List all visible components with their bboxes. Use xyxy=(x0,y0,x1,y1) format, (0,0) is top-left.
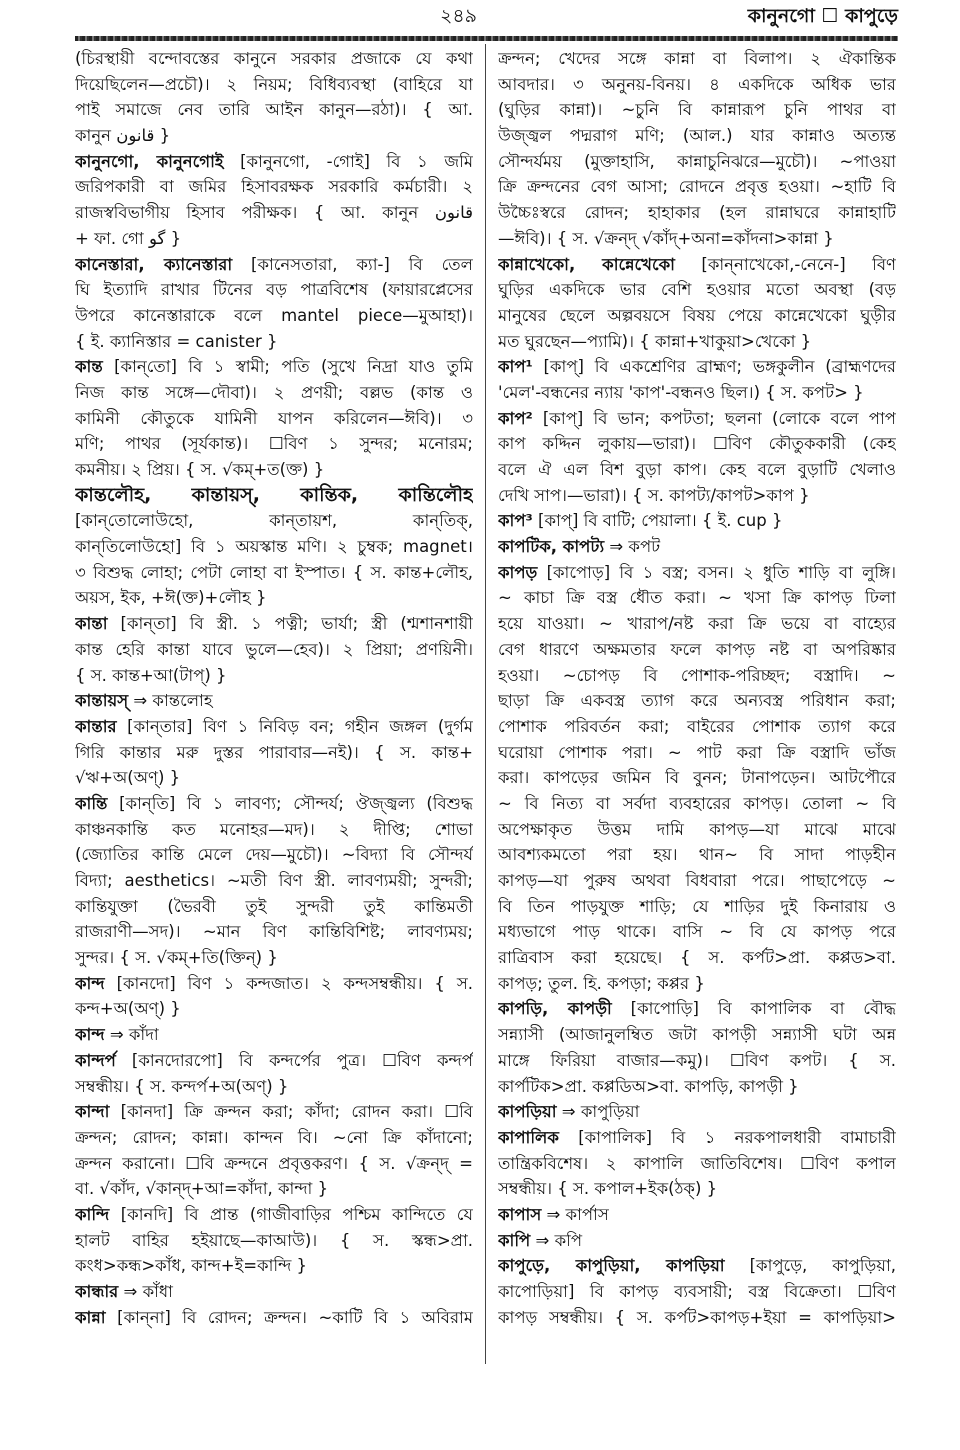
text-line xyxy=(498,1151,896,1177)
text-line xyxy=(498,380,896,406)
text-line xyxy=(75,1253,473,1279)
text-line xyxy=(498,842,896,868)
headword: কান্ত xyxy=(75,357,103,377)
headword: কান্তায়স্‌ xyxy=(75,691,129,711)
definition-text: ⇒ কপট xyxy=(604,537,661,557)
definition-text: সম্বন্ধীয়। { স. কন্দর্প+অ(অণ্‌) } xyxy=(75,1076,289,1096)
text-line xyxy=(75,637,473,663)
definition-text: [কানদো] বিণ ১ কন্দজাত। ২ কন্দসম্বন্ধীয়। { স. xyxy=(104,973,473,993)
definition-text: [কান্‌তো] বি ১ স্বামী; পতি (সুখে নিদ্রা যাও তুমি xyxy=(102,357,473,377)
text-line xyxy=(498,277,896,303)
definition-text: হওয়া। ~চোপড় বি পোশাক-পরিচ্ছদ; বস্ত্রাদি। ~ xyxy=(498,665,896,685)
definition-text: পাই সমাজে নেব তারি আইন কানুন—রঠা)। { আ. xyxy=(75,100,473,120)
text-line xyxy=(75,1022,473,1048)
definition-text: ঘি ইত্যাদি রাখার টিনের বড় পাত্রবিশেষ (ফায়ারপ্লেসের xyxy=(75,280,473,300)
text-line xyxy=(75,996,473,1022)
definition-text: ⇒ কান্তলোহ xyxy=(128,691,213,711)
headword: কান্দ xyxy=(75,973,105,993)
definition-text: ঘুড়ির একদিকে ভার বেশি হওয়ার মতো অবস্থা (বড় xyxy=(498,280,896,300)
text-line xyxy=(498,585,896,611)
text-line xyxy=(75,611,473,637)
text-line xyxy=(75,457,473,483)
headword: কান্তার xyxy=(75,716,117,736)
definition-text: গিরি কান্তার মরু দুস্তর পারাবার—নই)। { স. কান্ত+ xyxy=(75,742,473,762)
headword: কান্দর্প xyxy=(75,1050,116,1070)
text-line xyxy=(498,971,896,997)
definition-text: ছাড়া ক্রি একবস্ত্র ত্যাগ করে অন্যবস্ত্র পরিধান করা; xyxy=(498,691,896,711)
text-line xyxy=(498,868,896,894)
text-line xyxy=(75,534,473,560)
text-line xyxy=(498,1074,896,1100)
definition-text: রাজস্ববিভাগীয় হিসাব পরীক্ষক। { আ. কানুন قانون xyxy=(75,203,473,223)
definition-text: ঘরোয়া পোশাক পরা। ~ পাট করা ক্রি বস্ত্রাদি ভাঁজ xyxy=(498,742,896,762)
text-line xyxy=(75,688,473,714)
guide-words: কানুনগো ☐ কাপুড়ে xyxy=(747,5,898,27)
definition-text: ⇒ কাপুড়িয়া xyxy=(556,1102,640,1122)
headword: কান্তলৌহ, কান্তায়স্‌, কান্তিক, কান্তিলৌহ xyxy=(75,483,473,506)
definition-text: ৩ বিশুদ্ধ লোহা; পেটা লোহা বা ইস্পাত। { স. কান্ত+লৌহ, xyxy=(75,562,473,582)
definition-text: দেখি সাপ।—ভারা)। { স. কাপট্য/কাপট>কাপ } xyxy=(498,485,810,505)
definition-text: মানুষের ছেলে অল্পবয়সে বিষয় পেয়ে কান্নেখেকো ঘুড়ীর xyxy=(498,305,896,325)
header-rule xyxy=(75,36,898,41)
definition-text: কান্তিযুক্তা (ভৈরবী তুই সুন্দরী তুই কান্তিমতী xyxy=(75,896,473,916)
definition-text: করা। কাপড়ের জমিন বি বুনন; টানাপড়েন। আটপৌরে xyxy=(498,768,896,788)
text-line xyxy=(75,585,473,611)
text-line xyxy=(75,406,473,432)
text-line xyxy=(498,123,896,149)
definition-text: কানুন قانون } xyxy=(75,126,171,146)
headword: কান্ধার xyxy=(75,1282,119,1301)
text-line xyxy=(498,945,896,971)
text-line xyxy=(75,714,473,740)
definition-text: [কানেসতারা, ক্যা-] বি তেল xyxy=(232,254,473,274)
text-line xyxy=(75,1099,473,1125)
definition-text: [কাপ্‌] বি একশ্রেণির ব্রাহ্মণ; ভঙ্গকুলীন (ব্রাহ্মণদের xyxy=(532,357,896,377)
headword: কান্দি xyxy=(75,1204,110,1224)
headword: কান্তি xyxy=(75,793,108,813)
definition-text: (জ্যোতির কান্তি মেলে দেয়—মুচৌ)। ~বিদ্যা বি সৌন্দর্য xyxy=(75,845,473,865)
text-line xyxy=(75,46,473,72)
definition-text: 'মেল'-বন্ধনের ন্যায় 'কাপ'-বন্ধনও ছিল।) { স. কপট> } xyxy=(498,382,864,402)
text-line xyxy=(498,765,896,791)
text-line xyxy=(498,46,896,72)
definition-text: মণি; পাথর (সূর্যকান্ত)। ☐বিণ ১ সুন্দর; মনোরম; xyxy=(75,434,473,454)
text-line xyxy=(75,226,473,252)
text-line xyxy=(75,123,473,149)
definition-text: [কান্‌নাখেকো,-নেনে-] বিণ xyxy=(674,254,896,274)
definition-text: [কাপ্‌] বি বাটি; পেয়ালা। { ই. cup } xyxy=(532,511,783,531)
definition-text: কান্‌তিলোউহো] বি ১ অয়স্কান্ত মণি। ২ চুম্বক; magnet। xyxy=(75,537,473,557)
definition-text: [কান্‌তি] বি ১ লাবণ্য; সৌন্দর্য; ঔজ্জ্বল্য (বিশুদ্ধ xyxy=(107,793,473,813)
text-line xyxy=(75,97,473,123)
headword: কাপ² xyxy=(498,408,533,428)
text-line xyxy=(498,431,896,457)
text-line xyxy=(498,1279,896,1305)
definition-text: [কানুনগো, -গোই] বি ১ জমি xyxy=(223,151,473,171)
headword: কাপি xyxy=(498,1230,531,1250)
definition-text: কংধ>কন্ধ>কাঁধ, কান্দ+ই=কান্দি } xyxy=(75,1256,308,1276)
definition-text: আবদার। ৩ অনুনয়-বিনয়। ৪ একদিকে অধিক ভার xyxy=(498,74,896,94)
text-line xyxy=(498,354,896,380)
text-line xyxy=(75,508,473,534)
definition-text: সন্ন্যাসী (আজানুলম্বিত জটা কাপড়ী সন্ন্যাসী ঘটা অন্ন xyxy=(498,1025,896,1045)
headword: কাপুড়ে, কাপুড়িয়া, কাপড়িয়া xyxy=(498,1256,725,1276)
definition-text: দিয়েছিলেন—প্রচৌ)। ২ নিয়ম; বিধিব্যবস্থা (বাহিরে যা xyxy=(75,74,473,94)
definition-text: তান্ত্রিকবিশেষ। ২ কাপালি জাতিবিশেষ। ☐বিণ কপাল xyxy=(498,1153,896,1173)
definition-text: ⇒ কাঁদা xyxy=(104,1025,159,1045)
definition-text: ক্রি ক্রন্দনের বেগ আসা; রোদনে প্রবৃত্ত হওয়া। ~হাটি বি xyxy=(498,177,896,197)
definition-text: ⇒ কপি xyxy=(530,1230,583,1250)
text-line xyxy=(75,791,473,817)
text-line xyxy=(498,226,896,252)
definition-text: মত ঘুরছেন—প্যামি)। { কান্না+খাকুয়া>খেকো } xyxy=(498,331,812,351)
definition-text: জরিপকারী বা জমির হিসাবরক্ষক সরকারি কর্মচারী। ২ xyxy=(75,177,473,197)
text-line xyxy=(75,894,473,920)
headword: কাপালিক xyxy=(498,1127,559,1147)
text-line xyxy=(498,791,896,817)
definition-text: [কানদি] বি প্রান্ত (গাজীবাড়ির পশ্চিম কান্দিতে যে xyxy=(109,1204,473,1224)
text-line xyxy=(75,1048,473,1074)
definition-text: কাপোড়িয়া] বি কাপড় ব্যবসায়ী; বস্ত্র বিক্রেতা। ☐বিণ xyxy=(498,1282,896,1301)
text-line xyxy=(75,842,473,868)
headword: কাপড়িয়া xyxy=(498,1102,557,1122)
text-line xyxy=(75,1305,473,1331)
definition-text: [কান্‌তার] বিণ ১ নিবিড় বন; গহীন জঙ্গল (দুর্গম xyxy=(116,716,473,736)
text-line xyxy=(498,72,896,98)
text-line xyxy=(498,996,896,1022)
headword: কান্দ xyxy=(75,1025,105,1045)
definition-text: √ঋ+অ(অণ্‌) } xyxy=(75,768,181,788)
text-line xyxy=(75,1151,473,1177)
text-line xyxy=(498,149,896,175)
text-line xyxy=(75,560,473,586)
text-line xyxy=(498,611,896,637)
definition-text: পোশাক পরিবর্তন করা; বাইরের পোশাক ত্যাগ করে xyxy=(498,716,896,736)
text-line xyxy=(498,1202,896,1228)
definition-text: [কান্‌তা] বি স্ত্রী. ১ পত্নী; ভার্যা; স্ত্রী (শ্মশানশায়ী xyxy=(107,614,473,634)
text-line xyxy=(498,97,896,123)
definition-text: [কান্‌না] বি রোদন; ক্রন্দন। ~কাটি বি ১ অবিরাম xyxy=(105,1307,473,1327)
text-line xyxy=(75,149,473,175)
text-line xyxy=(498,174,896,200)
definition-text: সৌন্দর্যময় (মুক্তাহাসি, কান্নাচুনিঝরে—মুচৌ)। ~পাওয়া xyxy=(498,151,896,171)
text-line xyxy=(75,252,473,278)
text-line xyxy=(75,945,473,971)
text-line xyxy=(498,200,896,226)
text-line xyxy=(498,919,896,945)
definition-text: (ঘুড়ির কান্না)। ~চুনি বি কান্নারূপ চুনি পাথর বা xyxy=(498,100,896,120)
headword: কান্নাখেকো, কান্নেখেকো xyxy=(498,254,675,274)
definition-text: আবশ্যকমতো পরা হয়। থান~ বি সাদা পাড়হীন xyxy=(498,845,896,865)
text-line xyxy=(498,329,896,355)
definition-text: [কাপুড়ে, কাপুড়িয়া, xyxy=(724,1256,896,1276)
definition-text: [কাপোড়] বি ১ বস্ত্র; বসন। ২ ধুতি শাড়ি বা লুঙ্গি। xyxy=(537,562,896,582)
text-line xyxy=(75,1074,473,1100)
text-line xyxy=(75,919,473,945)
text-line xyxy=(75,354,473,380)
page-number: ২৪৯ xyxy=(440,5,478,27)
text-line xyxy=(75,174,473,200)
text-line xyxy=(498,1048,896,1074)
text-line xyxy=(75,663,473,689)
text-line xyxy=(75,1125,473,1151)
text-line xyxy=(498,1099,896,1125)
text-line xyxy=(75,1279,473,1305)
definition-text: বি তিন পাড়যুক্ত শাড়ি; যে শাড়ির দুই কিনারায় ও xyxy=(498,896,896,916)
definition-text: [কাপ্‌] বি ভান; কপটতা; ছলনা (লোকে বলে পাপ xyxy=(532,408,896,428)
text-line xyxy=(75,431,473,457)
definition-text: কাপ কদ্দিন লুকায়—ভারা)। ☐বিণ কৌতুককারী (কেহ xyxy=(498,434,896,454)
definition-text: মধ্যভাগে পাড় থাকে। বাসি ~ বি যে কাপড় পরে xyxy=(498,922,896,942)
text-line xyxy=(498,508,896,534)
definition-text: অয়স, ইক, +ঈ(ক্ত)+লৌহ } xyxy=(75,588,267,608)
headword: কাপ³ xyxy=(498,511,533,531)
text-line xyxy=(498,714,896,740)
definition-text: কামিনী কৌতুকে যামিনী যাপন করিলেন—ঈবি)। ৩ xyxy=(75,408,473,428)
definition-text: কার্পটিক>প্রা. কপ্পডিঅ>বা. কাপড়ি, কাপড়ী } xyxy=(498,1076,799,1096)
text-line xyxy=(75,1228,473,1254)
text-line xyxy=(498,817,896,843)
text-line xyxy=(498,1125,896,1151)
text-line xyxy=(75,765,473,791)
definition-text: ⇒ কাঁধা xyxy=(118,1282,173,1301)
left-column xyxy=(75,46,473,1330)
definition-text: উপরে কানেস্তারাকে বলে mantel piece—মুআহা)। xyxy=(75,305,473,325)
definition-text: কমনীয়। ২ প্রিয়। { স. √কম্‌+ত(ক্ত) } xyxy=(75,460,325,479)
definition-text: কান্ত হেরি কান্তা যাবে ভুলে—হেব)। ২ প্রিয়া; প্রণয়িনী। xyxy=(75,639,473,659)
column-divider xyxy=(485,44,486,1364)
text-line xyxy=(75,380,473,406)
definition-text: [কান্‌তোলোউহো, কান্‌তায়শ, কান্‌তিক্‌, xyxy=(75,511,473,531)
headword: কাপাস xyxy=(498,1204,542,1224)
definition-text: [কানদোরপো] বি কন্দর্পের পুত্র। ☐বিণ কন্দর্প xyxy=(115,1050,473,1070)
headword: কান্তা xyxy=(75,614,108,634)
text-line xyxy=(75,329,473,355)
definition-text: [কাপোড়ি] বি কাপালিক বা বৌদ্ধ xyxy=(611,999,896,1019)
definition-text: অপেক্ষাকৃত উত্তম দামি কাপড়—যা মাঝে মাঝে xyxy=(498,819,896,839)
text-line xyxy=(498,483,896,509)
definition-text: হয়ে যাওয়া। ~ খারাপ/নষ্ট করা ক্রি ভয়ে বা বাহ্যের xyxy=(498,614,896,634)
headword: কান্না xyxy=(75,1307,106,1327)
definition-text: ক্রন্দন; খেদের সঙ্গে কান্না বা বিলাপ। ২ ঐকান্তিক xyxy=(498,49,896,68)
definition-text: উজ্জ্বল পদ্মরাগ মণি; (আল.) যার কান্নাও অত্যন্ত xyxy=(498,126,896,146)
text-line xyxy=(75,971,473,997)
definition-text: বিদ্যা; aesthetics। ~মতী বিণ স্ত্রী. লাবণ্যময়ী; সুন্দরী; xyxy=(75,871,473,890)
text-line xyxy=(498,663,896,689)
definition-text: ক্রন্দন; রোদন; কান্না। কান্দন বি। ~নো ক্রি কাঁদানো; xyxy=(75,1127,473,1147)
text-line xyxy=(75,303,473,329)
headword: কাপড়ি, কাপড়ী xyxy=(498,999,612,1019)
headword: কানুনগো, কানুনগোই xyxy=(75,151,224,171)
definition-text: বলে ঐ এল বিশ বুড়া কাপ। কেহ বলে বুড়াটি খেলাও xyxy=(498,460,896,479)
text-line xyxy=(498,303,896,329)
definition-text: বা. √কাঁদ, √কান্দ্‌+আ=কাঁদা, কান্দা } xyxy=(75,1179,329,1199)
definition-text: হালট বাহির হইয়াছে—কাআউ)। { স. স্কন্ধ>প্রা. xyxy=(75,1230,473,1250)
text-line xyxy=(498,406,896,432)
text-line xyxy=(75,72,473,98)
headword: কাপ¹ xyxy=(498,357,533,377)
text-line xyxy=(75,277,473,303)
text-line xyxy=(498,534,896,560)
text-line xyxy=(498,637,896,663)
definition-text: —ঈবি)। { স. √ক্রন্দ্‌ √কাঁদ্‌+অনা=কাঁদনা>কান্না } xyxy=(498,228,834,248)
text-line xyxy=(498,1253,896,1279)
text-line xyxy=(498,252,896,278)
definition-text: উচ্চৈঃস্বরে রোদন; হাহাকার (হল রান্নাঘরে কান্নাহাটি xyxy=(498,203,896,223)
headword: কানেস্তারা, ক্যানেস্তারা xyxy=(75,254,233,274)
definition-text: [কানদা] ক্রি ক্রন্দন করা; কাঁদা; রোদন করা। ☐বি xyxy=(109,1102,473,1122)
definition-text: ⇒ কার্পাস xyxy=(541,1204,609,1224)
headword: কাপড় xyxy=(498,562,538,582)
text-line xyxy=(75,868,473,894)
text-line xyxy=(75,817,473,843)
headword: কাপটিক, কাপট্য xyxy=(498,537,605,557)
definition-text: ~ বি নিত্য বা সর্বদা ব্যবহারের কাপড়। তোলা ~ বি xyxy=(498,793,896,813)
text-line xyxy=(498,1228,896,1254)
text-line xyxy=(498,560,896,586)
headword: কান্দা xyxy=(75,1102,110,1122)
definition-text: [কাপালিক] বি ১ নরকপালধারী বামাচারী xyxy=(558,1127,896,1147)
text-line xyxy=(498,1176,896,1202)
text-line xyxy=(498,1305,896,1331)
text-line xyxy=(498,688,896,714)
text-line xyxy=(498,740,896,766)
definition-text: { ই. ক্যানিস্তার = canister } xyxy=(75,331,278,351)
definition-text: সুন্দর। { স. √কম্‌+তি(ক্তিন্‌) } xyxy=(75,948,278,968)
definition-text: রাজরাণী—সদ)। ~মান বিণ কান্তিবিশিষ্ট; লাবণ্যময়; xyxy=(75,922,473,942)
text-line xyxy=(498,1022,896,1048)
definition-text: কাপড়; তুল. হি. কপড়া; কপ্পর } xyxy=(498,973,705,993)
text-line xyxy=(498,894,896,920)
definition-text: (চিরস্থায়ী বন্দোবস্তের কানুনে সরকার প্রজাকে যে কথা xyxy=(75,49,473,68)
definition-text: কাপড় সম্বন্ধীয়। { স. কর্পট>কাপড়+ইয়া = কাপড়িয়া> xyxy=(498,1307,896,1327)
definition-text: ক্রন্দন করানো। ☐বি ক্রন্দনে প্রবৃত্তকরণ। { স. √ক্রন্দ্‌ = xyxy=(75,1153,473,1173)
definition-text: কন্দ+অ(অণ্‌) } xyxy=(75,999,181,1019)
text-line xyxy=(75,740,473,766)
text-line xyxy=(75,483,473,509)
definition-text: রাত্রিবাস করা হয়েছে। { স. কর্পট>প্রা. কপ্পড>বা. xyxy=(498,948,896,968)
text-line xyxy=(75,200,473,226)
definition-text: কাঞ্চনকান্তি কত মনোহর—মদ)। ২ দীপ্তি; শোভা xyxy=(75,819,473,839)
right-column xyxy=(498,46,896,1330)
definition-text: মাঙ্গে ফিরিয়া বাজার—কমু)। ☐বিণ কপট। { স. xyxy=(498,1050,896,1070)
definition-text: কাপড়—যা পুরুষ অথবা বিধবারা পরে। পাছাপেড়ে ~ xyxy=(498,871,896,890)
text-line xyxy=(75,1202,473,1228)
text-line xyxy=(75,1176,473,1202)
definition-text: নিজ কান্ত সঙ্গে—দৌবা)। ২ প্রণয়ী; বল্লভ (কান্ত ও xyxy=(75,382,473,402)
definition-text: { স. কান্ত+আ(টাপ্‌) } xyxy=(75,665,227,685)
definition-text: বেগ ধারণে অক্ষমতার ফলে কাপড় নষ্ট বা অপরিষ্কার xyxy=(498,639,896,659)
definition-text: ~ কাচা ক্রি বস্ত্র ধৌত করা। ~ খসা ক্রি কাপড় ঢিলা xyxy=(498,588,896,608)
text-line xyxy=(498,457,896,483)
definition-text: + ফা. গো گو } xyxy=(75,228,182,248)
definition-text: সম্বন্ধীয়। { স. কপাল+ইক(ঠক্‌) } xyxy=(498,1179,718,1199)
